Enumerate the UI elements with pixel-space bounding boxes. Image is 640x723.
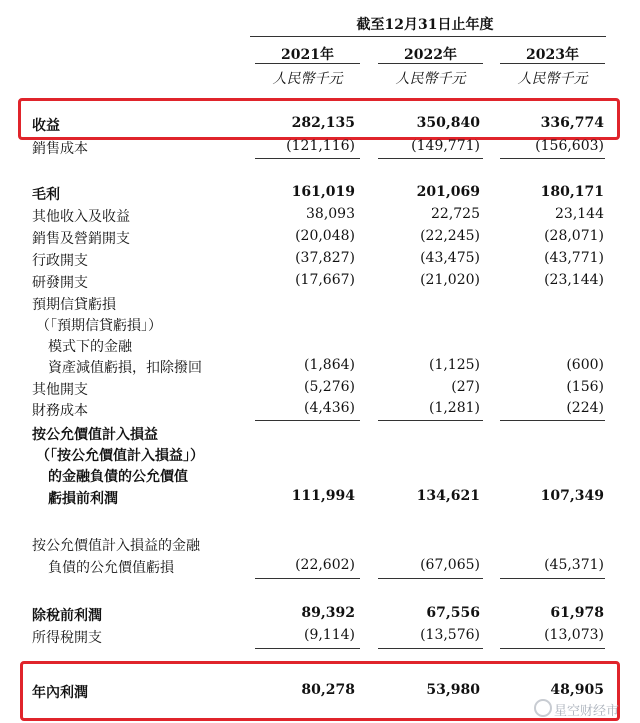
other-exp-label: 其他開支 [32, 382, 88, 398]
admin-2023: (43,771) [544, 250, 604, 266]
pre-fv-2022: 134,621 [416, 488, 480, 504]
tax-rule-2 [378, 648, 483, 649]
other-exp-2023: (156) [566, 379, 604, 395]
pbt-2022: 67,556 [426, 605, 480, 621]
profit-label: 年內利潤 [32, 685, 88, 701]
profit-2021: 80,278 [301, 682, 355, 698]
admin-label: 行政開支 [32, 253, 88, 269]
pre-fv-label-line-4: 虧損前利潤 [48, 491, 118, 507]
selling-2023: (28,071) [544, 228, 604, 244]
cost-rule-3 [500, 158, 605, 159]
fv-loss-2021: (22,602) [295, 557, 355, 573]
fv-loss-label-line-2: 負債的公允價值虧損 [48, 560, 174, 576]
gross-2021: 161,019 [291, 184, 355, 200]
ecl-2023: (600) [566, 357, 604, 373]
ecl-2022: (1,125) [428, 357, 480, 373]
pbt-2021: 89,392 [301, 605, 355, 621]
ecl-label-line-2: （「預期信貸虧損」） [36, 318, 162, 334]
gross-2023: 180,171 [540, 184, 604, 200]
revenue-2023: 336,774 [540, 115, 604, 131]
fv-loss-2023: (45,371) [544, 557, 604, 573]
finance-rule-2 [378, 420, 483, 421]
selling-label: 銷售及營銷開支 [32, 231, 130, 247]
other-income-label: 其他收入及收益 [32, 209, 130, 225]
finance-rule-1 [255, 420, 360, 421]
pre-fv-2021: 111,994 [291, 488, 355, 504]
rnd-2021: (17,667) [295, 272, 355, 288]
pre-fv-label-line-2: （「按公允價值計入損益」） [36, 448, 204, 464]
rnd-label: 研發開支 [32, 275, 88, 291]
revenue-label: 收益 [32, 118, 60, 134]
finance-2023: (224) [566, 400, 604, 416]
pbt-2023: 61,978 [550, 605, 604, 621]
pre-fv-label-line-3: 的金融負債的公允價值 [48, 469, 188, 485]
gross-2022: 201,069 [416, 184, 480, 200]
revenue-2022: 350,840 [416, 115, 480, 131]
fv-loss-rule-3 [500, 578, 605, 579]
year-rule-2 [378, 63, 483, 64]
ecl-2021: (1,864) [303, 357, 355, 373]
finance-2022: (1,281) [428, 400, 480, 416]
cost-2021: (121,116) [286, 138, 355, 154]
cost-2023: (156,603) [535, 138, 604, 154]
ecl-label-line-3: 模式下的金融 [48, 339, 132, 355]
year-2022: 2022年 [404, 47, 457, 63]
fv-loss-rule-1 [255, 578, 360, 579]
year-rule-3 [500, 63, 605, 64]
pre-fv-2023: 107,349 [540, 488, 604, 504]
weibo-icon [534, 699, 552, 717]
other-income-2022: 22,725 [431, 206, 480, 222]
year-2021: 2021年 [281, 47, 334, 63]
tax-rule-1 [255, 648, 360, 649]
cost-label: 銷售成本 [32, 141, 88, 157]
finance-label: 財務成本 [32, 403, 88, 419]
ecl-label-line-4: 資產減值虧損，扣除撥回 [48, 360, 202, 376]
gross-label: 毛利 [32, 187, 60, 203]
admin-2022: (43,475) [420, 250, 480, 266]
year-rule-1 [255, 63, 360, 64]
tax-2023: (13,073) [544, 627, 604, 643]
other-income-2021: 38,093 [306, 206, 355, 222]
finance-rule-3 [500, 420, 605, 421]
admin-2021: (37,827) [295, 250, 355, 266]
tax-rule-3 [500, 648, 605, 649]
year-2023: 2023年 [526, 47, 579, 63]
cost-rule-2 [378, 158, 483, 159]
rnd-2023: (23,144) [544, 272, 604, 288]
watermark-text: 星空财经市 [554, 704, 620, 719]
tax-2021: (9,114) [303, 627, 355, 643]
fv-loss-label-line-1: 按公允價值計入損益的金融 [32, 538, 200, 554]
other-income-2023: 23,144 [555, 206, 604, 222]
unit-2023: 人民幣千元 [517, 71, 588, 87]
profit-2022: 53,980 [426, 682, 480, 698]
pre-fv-label-line-1: 按公允價值計入損益 [32, 427, 158, 443]
finance-2021: (4,436) [303, 400, 355, 416]
unit-2021: 人民幣千元 [272, 71, 343, 87]
other-exp-2022: (27) [451, 379, 480, 395]
ecl-label-line-1: 預期信貸虧損 [32, 297, 116, 313]
cost-2022: (149,771) [411, 138, 480, 154]
fv-loss-rule-2 [378, 578, 483, 579]
tax-label: 所得稅開支 [32, 630, 102, 646]
rnd-2022: (21,020) [420, 272, 480, 288]
fv-loss-2022: (67,065) [420, 557, 480, 573]
pbt-label: 除稅前利潤 [32, 608, 102, 624]
other-exp-2021: (5,276) [303, 379, 355, 395]
revenue-2021: 282,135 [291, 115, 355, 131]
unit-2022: 人民幣千元 [395, 71, 466, 87]
profit-2023: 48,905 [550, 682, 604, 698]
selling-2021: (20,048) [295, 228, 355, 244]
tax-2022: (13,576) [420, 627, 480, 643]
period-header: 截至12月31日止年度 [356, 17, 494, 33]
cost-rule-1 [255, 158, 360, 159]
period-rule [250, 36, 606, 37]
selling-2022: (22,245) [420, 228, 480, 244]
